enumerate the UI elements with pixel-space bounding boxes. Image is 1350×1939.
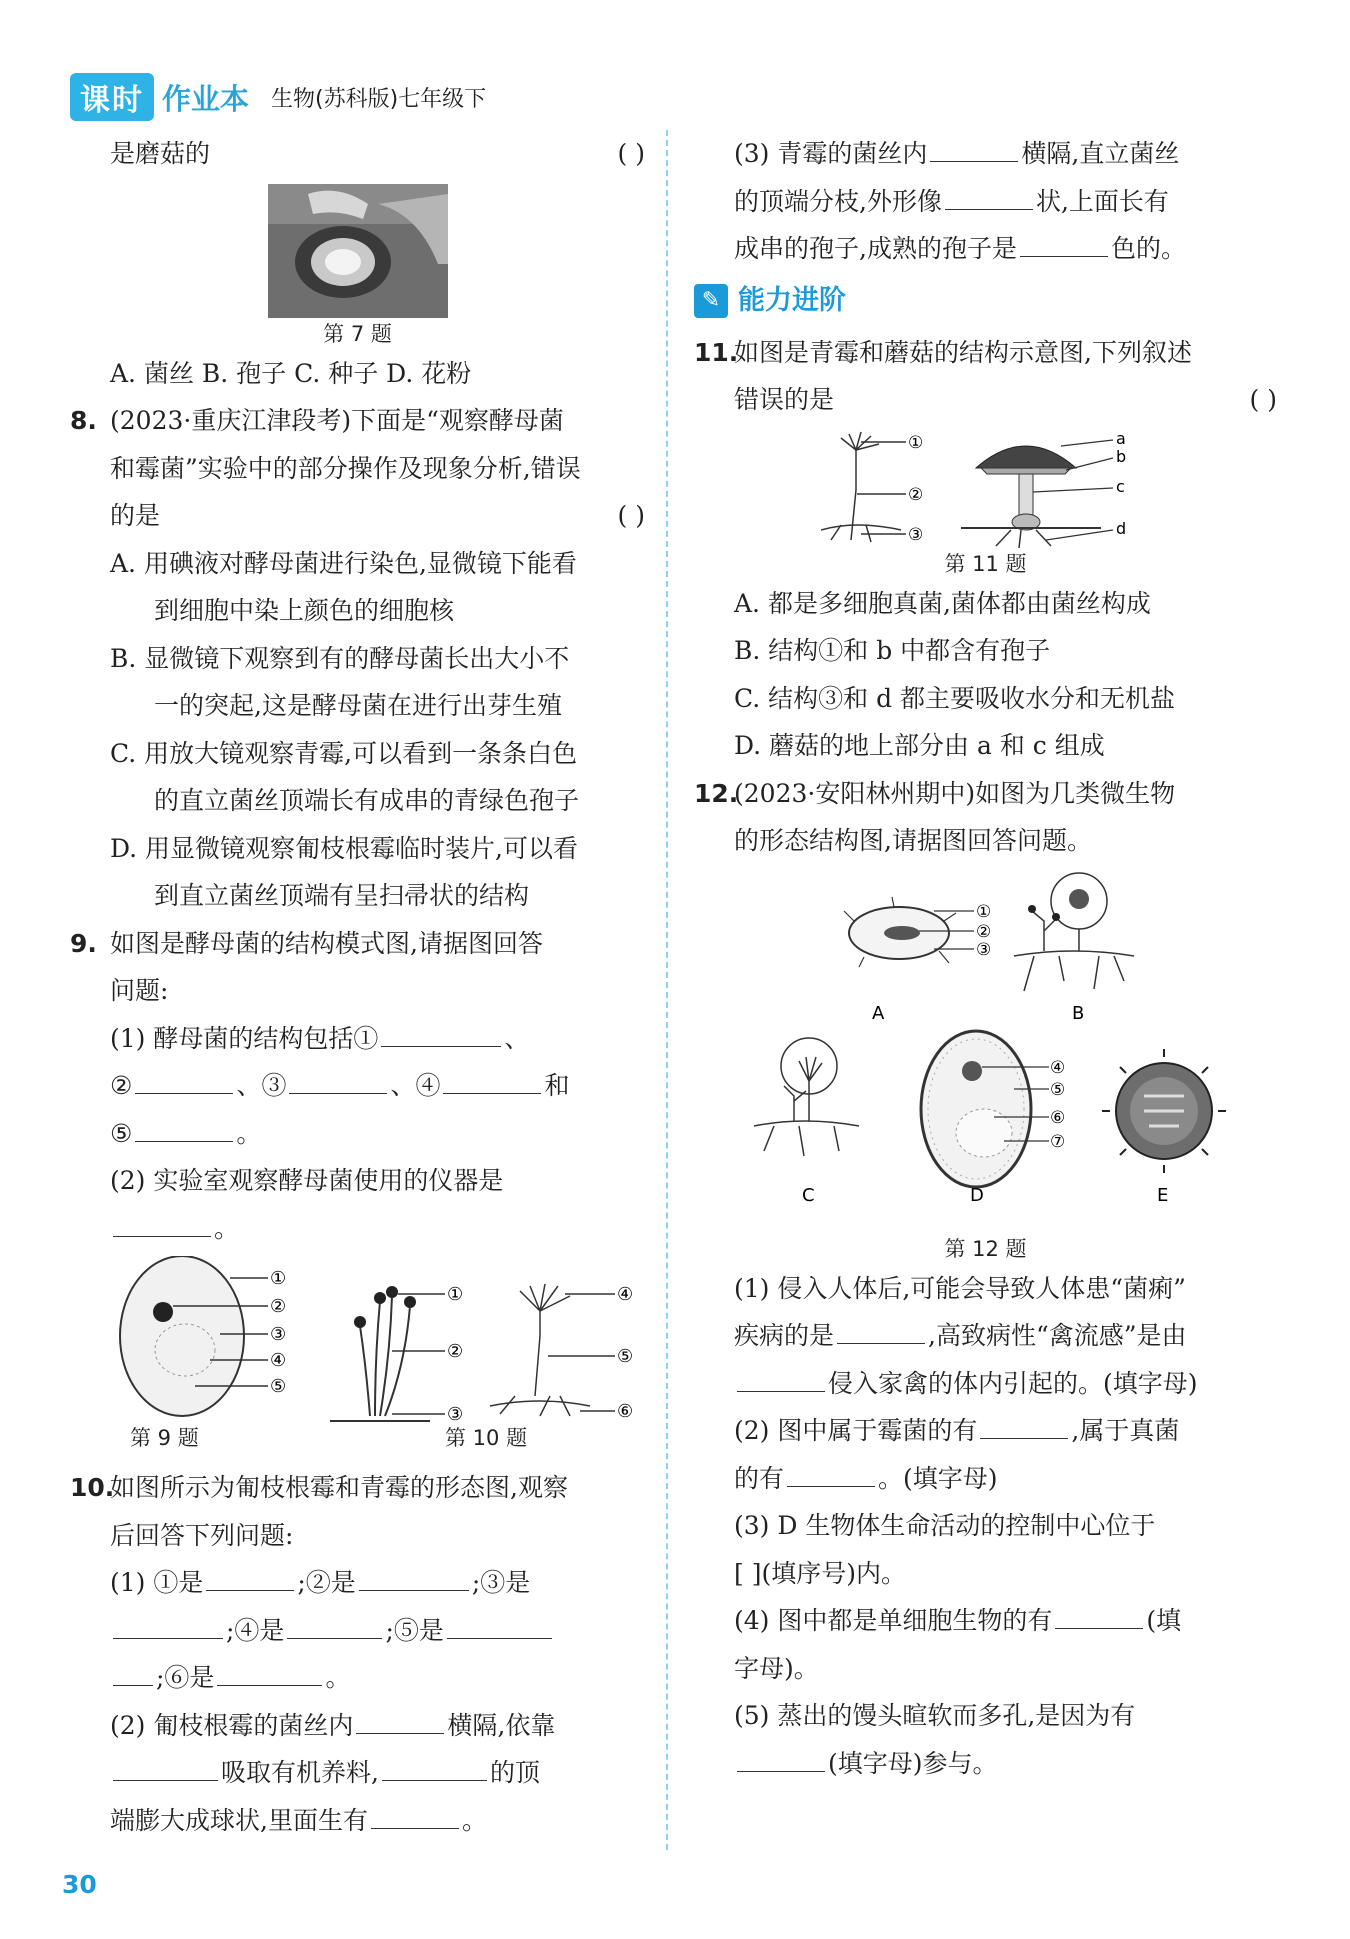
fig9-10-captions bbox=[70, 1426, 645, 1458]
answer-blank[interactable] bbox=[287, 1612, 382, 1639]
label-3: ③ bbox=[447, 1404, 464, 1425]
fig10-caption: 第 10 题 bbox=[445, 1426, 528, 1450]
fig12-label-b: B bbox=[1072, 1002, 1085, 1024]
label-4: ④ bbox=[270, 1350, 287, 1371]
book-subtitle: 生物(苏科版)七年级下 bbox=[271, 86, 487, 112]
label-2: ② bbox=[270, 1296, 287, 1317]
answer-blank[interactable] bbox=[1020, 230, 1108, 257]
q12-number: 12. bbox=[694, 778, 739, 808]
q11-option-b: B. 结构①和 b 中都含有孢子 bbox=[734, 636, 1051, 665]
brand-title: 作业本 bbox=[162, 81, 250, 116]
right-column bbox=[694, 130, 1277, 1787]
q7-tail: 是磨菇的 ( ) bbox=[70, 130, 645, 178]
q11-option-c: C. 结构③和 d 都主要吸收水分和无机盐 bbox=[734, 683, 1176, 713]
q12-p2-line2: 的有 。(填字母) bbox=[694, 1455, 1277, 1503]
fig7-caption: 第 7 题 bbox=[323, 321, 392, 346]
q8-option-a-2: 到细胞中染上颜色的细胞核 bbox=[154, 596, 455, 625]
q7-options: A. 菌丝 B. 孢子 C. 种子 D. 花粉 bbox=[110, 358, 472, 388]
q10-p3-line1: (3) 青霉的菌丝内 横隔,直立菌丝 bbox=[694, 130, 1277, 178]
label-3: ③ bbox=[976, 939, 992, 960]
q12-p3-line2: [ ](填序号)内。 bbox=[734, 1558, 906, 1588]
q8-option-d-2: 到直立菌丝顶端有呈扫帚状的结构 bbox=[154, 881, 530, 910]
label-c: c bbox=[1115, 476, 1125, 496]
q11-option-a: A. 都是多细胞真菌,菌体都由菌丝构成 bbox=[734, 588, 1151, 618]
answer-paren: ( ) bbox=[1249, 385, 1277, 414]
q10-p3-line2: 的顶端分枝,外形像 状,上面长有 bbox=[694, 178, 1277, 226]
label-4: ④ bbox=[617, 1284, 634, 1305]
q8-option-b-2: 一的突起,这是酵母菌在进行出芽生殖 bbox=[154, 691, 562, 720]
fig12-label-d: D bbox=[970, 1184, 984, 1206]
label-4: ④ bbox=[1050, 1057, 1066, 1078]
label-6: ⑥ bbox=[1050, 1107, 1066, 1128]
q12-p3-line1: (3) D 生物体生命活动的控制中心位于 bbox=[734, 1511, 1156, 1540]
q12-p2-line1: (2) 图中属于霉菌的有 ,属于真菌 bbox=[694, 1407, 1277, 1455]
q8-line3: 的是 ( ) bbox=[70, 492, 645, 540]
section-title: 能力进阶 bbox=[738, 284, 846, 316]
q9-p1-line3: ⑤ 。 bbox=[70, 1110, 645, 1158]
answer-blank[interactable] bbox=[787, 1460, 875, 1487]
answer-blank[interactable] bbox=[447, 1612, 552, 1639]
answer-paren: ( ) bbox=[617, 139, 645, 168]
label-5: ⑤ bbox=[617, 1346, 634, 1367]
label-1: ① bbox=[447, 1284, 464, 1305]
q10-p2-line2: 吸取有机养料, 的顶 bbox=[70, 1749, 645, 1797]
answer-blank[interactable] bbox=[113, 1754, 218, 1781]
label-d: d bbox=[1115, 518, 1126, 538]
label-5: ⑤ bbox=[270, 1376, 287, 1397]
q12-p5-line2: (填字母)参与。 bbox=[694, 1740, 1277, 1788]
answer-blank[interactable] bbox=[945, 183, 1033, 210]
answer-blank[interactable] bbox=[113, 1612, 223, 1639]
q9-number: 9. bbox=[70, 928, 97, 958]
q12-p1-line1: (1) 侵入人体后,可能会导致人体患“菌痢” bbox=[734, 1273, 1186, 1303]
q8-line2: 和霉菌”实验中的部分操作及现象分析,错误 bbox=[110, 453, 581, 483]
fig12-caption: 第 12 题 bbox=[944, 1236, 1027, 1261]
q10-line2: 后回答下列问题: bbox=[110, 1520, 294, 1550]
q12-line2: 的形态结构图,请据图回答问题。 bbox=[734, 826, 1092, 855]
answer-blank[interactable] bbox=[930, 135, 1018, 162]
label-6: ⑥ bbox=[617, 1401, 634, 1422]
q12-p4-line1: (4) 图中都是单细胞生物的有 (填 bbox=[694, 1597, 1277, 1645]
fig12-label-a: A bbox=[872, 1002, 885, 1024]
label-2: ② bbox=[907, 484, 923, 505]
answer-blank[interactable] bbox=[113, 1210, 211, 1237]
label-5: ⑤ bbox=[1050, 1079, 1066, 1100]
q9-p2-line1: (2) 实验室观察酵母菌使用的仪器是 bbox=[110, 1166, 504, 1195]
column-divider bbox=[666, 130, 668, 1850]
q10-p2-line3: 端膨大成球状,里面生有 。 bbox=[70, 1797, 645, 1845]
q8-option-a-1: A. 用碘液对酵母菌进行染色,显微镜下能看 bbox=[110, 548, 577, 578]
q8-number: 8. bbox=[70, 406, 97, 435]
q10-p1-line2: ;④是 ;⑤是 bbox=[70, 1607, 645, 1655]
pencil-icon: ✎ bbox=[694, 284, 728, 318]
answer-blank[interactable] bbox=[289, 1067, 387, 1094]
q12-p1-line3: 侵入家禽的体内引起的。(填字母) bbox=[694, 1360, 1277, 1408]
q8-line1: 8. (2023·重庆江津段考)下面是“观察酵母菌 bbox=[70, 397, 645, 445]
label-a: a bbox=[1115, 429, 1126, 448]
q9-line2: 问题: bbox=[110, 976, 169, 1005]
answer-blank[interactable] bbox=[371, 1802, 459, 1829]
label-2: ② bbox=[447, 1341, 464, 1362]
answer-blank[interactable] bbox=[443, 1067, 541, 1094]
q11-line1: 11. 如图是青霉和蘑菇的结构示意图,下列叙述 bbox=[694, 329, 1277, 377]
fig12 bbox=[694, 871, 1277, 1233]
answer-blank[interactable] bbox=[980, 1412, 1068, 1439]
q10-line1: 10. 如图所示为匍枝根霉和青霉的形态图,观察 bbox=[70, 1464, 645, 1512]
label-2: ② bbox=[976, 921, 992, 942]
q10-p3-line3: 成串的孢子,成熟的孢子是 色的。 bbox=[694, 225, 1277, 273]
answer-blank[interactable] bbox=[1055, 1602, 1143, 1629]
answer-blank[interactable] bbox=[359, 1564, 469, 1591]
q9-p1-line2: ② 、③ 、④ 和 bbox=[70, 1062, 645, 1110]
q10-p1-line3: ;⑥是 。 bbox=[70, 1654, 645, 1702]
answer-blank[interactable] bbox=[837, 1317, 925, 1344]
fig7-photo bbox=[268, 184, 448, 318]
left-column bbox=[70, 130, 645, 1844]
label-1: ① bbox=[907, 432, 923, 453]
label-7: ⑦ bbox=[1050, 1131, 1066, 1152]
fig12-label-c: C bbox=[802, 1184, 815, 1206]
fig11 bbox=[821, 430, 1151, 548]
answer-blank[interactable] bbox=[135, 1067, 233, 1094]
q9-p1-line1: (1) 酵母菌的结构包括① 、 bbox=[70, 1015, 645, 1063]
fig12-label-e: E bbox=[1157, 1184, 1169, 1206]
q12-p1-line2: 疾病的是 ,高致病性“禽流感”是由 bbox=[694, 1312, 1277, 1360]
q10-number: 10. bbox=[70, 1473, 115, 1502]
answer-blank[interactable] bbox=[206, 1564, 294, 1591]
q11-number: 11. bbox=[694, 337, 739, 367]
answer-blank[interactable] bbox=[737, 1745, 825, 1772]
label-3: ③ bbox=[907, 524, 923, 545]
answer-blank[interactable] bbox=[135, 1115, 233, 1142]
answer-paren: ( ) bbox=[617, 501, 645, 530]
q12-p4-line2: 字母)。 bbox=[734, 1653, 819, 1683]
answer-blank[interactable] bbox=[113, 1659, 153, 1686]
page-number: 30 bbox=[62, 1870, 97, 1899]
label-3: ③ bbox=[270, 1324, 287, 1345]
q12-line1: 12. (2023·安阳林州期中)如图为几类微生物 bbox=[694, 770, 1277, 818]
q8-option-c-1: C. 用放大镜观察青霉,可以看到一条条白色 bbox=[110, 738, 578, 768]
q8-option-c-2: 的直立菌丝顶端长有成串的青绿色孢子 bbox=[154, 786, 580, 815]
section-header bbox=[694, 273, 1277, 329]
answer-blank[interactable] bbox=[217, 1659, 322, 1686]
q11-line2: 错误的是 ( ) bbox=[694, 376, 1277, 424]
q8-option-b-1: B. 显微镜下观察到有的酵母菌长出大小不 bbox=[110, 643, 570, 673]
q12-p5-line1: (5) 蒸出的馒头暄软而多孔,是因为有 bbox=[734, 1701, 1136, 1730]
q10-p2-line1: (2) 匍枝根霉的菌丝内 横隔,依靠 bbox=[70, 1702, 645, 1750]
fig11-caption: 第 11 题 bbox=[944, 551, 1027, 576]
page-header bbox=[70, 74, 486, 120]
label-1: ① bbox=[270, 1268, 287, 1289]
answer-blank[interactable] bbox=[737, 1365, 825, 1392]
label-b: b bbox=[1115, 446, 1126, 466]
fig9-caption: 第 9 题 bbox=[130, 1426, 199, 1450]
answer-blank[interactable] bbox=[382, 1754, 487, 1781]
fig9-fig10 bbox=[70, 1256, 645, 1426]
q8-option-d-1: D. 用显微镜观察匍枝根霉临时装片,可以看 bbox=[110, 833, 578, 863]
label-1: ① bbox=[976, 901, 992, 922]
q9-p2-line2: 。 bbox=[70, 1205, 645, 1253]
brand-logo: 课时 bbox=[70, 73, 154, 121]
q9-line1: 9. 如图是酵母菌的结构模式图,请据图回答 bbox=[70, 920, 645, 968]
q10-p1-line1: (1) ①是 ;②是 ;③是 bbox=[70, 1559, 645, 1607]
answer-blank[interactable] bbox=[356, 1707, 444, 1734]
q11-option-d: D. 蘑菇的地上部分由 a 和 c 组成 bbox=[734, 731, 1105, 760]
answer-blank[interactable] bbox=[381, 1020, 501, 1047]
